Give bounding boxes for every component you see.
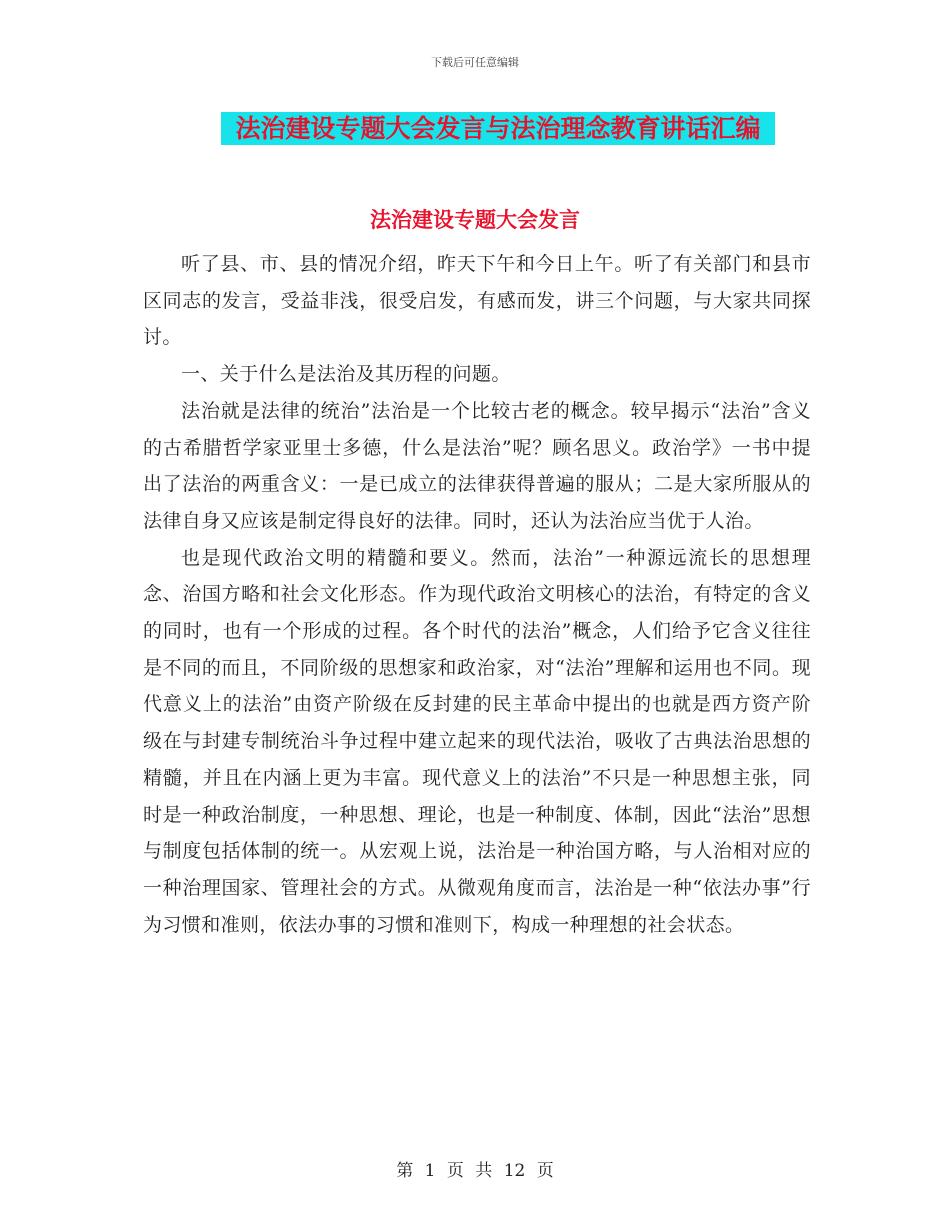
paragraph-intro: 听了县、市、县的情况介绍，昨天下午和今日上午。听了有关部门和县市区同志的发言，受益非浅，很受启发，有感而发，讲三个问题，与大家共同探讨。	[143, 253, 811, 349]
paragraph-modern-rule-of-law: 也是现代政治文明的精髓和要义。然而，法治”一种源远流长的思想理念、治国方略和社会文化形态。作为现代政治文明核心的法治，有特定的含义的同时，也有一个形成的过程。各个时代的法治”概念，人们给予它含义往往是不同的而且，不同阶级的思想家和政治家，对“法治”理解和运用也不同。现代意义上的法治”由资产阶级在反封建的民主革命中提出的也就是西方资产阶级在与封建专制统治斗争过程中建立起来的现代法治，吸收了古典法治思想的精髓，并且在内涵上更为丰富。现代意义上的法治”不只是一种思想主张，同时是一种政治制度，一种思想、理论，也是一种制度、体制，因此“法治”思想与制度包括体制的统一。从宏观上说，法治是一种治国方略，与人治相对应的一种治理国家、管理社会的方式。从微观角度而言，法治是一种“依法办事”行为习惯和准则，依法办事的习惯和准则下，构成一种理想的社会状态。	[143, 546, 811, 936]
document-title: 法治建设专题大会发言与法治理念教育讲话汇编	[221, 112, 775, 145]
paragraph-heading-one: 一、关于什么是法治及其历程的问题。	[181, 363, 511, 386]
section-title: 法治建设专题大会发言	[370, 208, 580, 232]
document-body	[143, 246, 811, 943]
header-note: 下载后可任意编辑	[431, 56, 519, 69]
paragraph-aristotle: 法治就是法律的统治”法治是一个比较古老的概念。较早揭示“法治”含义的古希腊哲学家亚里士多德，什么是法治”呢？顾名思义。政治学》一书中提出了法治的两重含义：一是已成立的法律获得普遍的服从；二是大家所服从的法律自身又应该是制定得良好的法律。同时，还认为法治应当优于人治。	[143, 399, 811, 532]
page-footer: 第 1 页 共 12 页	[396, 1161, 554, 1181]
